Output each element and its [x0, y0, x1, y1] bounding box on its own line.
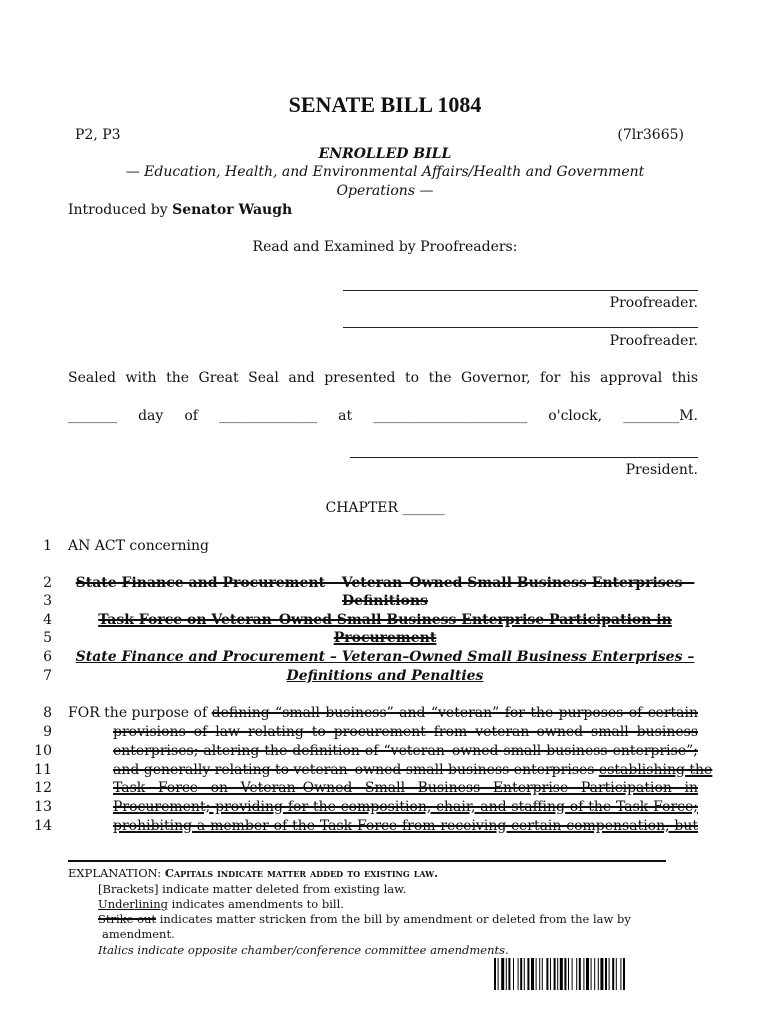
- stricken-underlined-title-line: Procurement: [333, 630, 437, 646]
- stricken-text: enterprises; altering the definition of “veteran–owned small business enterprise”;: [113, 743, 698, 759]
- proofreader-label-1: Proofreader.: [609, 295, 698, 311]
- explanation-underlining: [98, 897, 344, 911]
- stricken-underlined-text: prohibiting a member of the Task Force from receiving certain compensation, but: [113, 818, 698, 834]
- of-label: of: [184, 408, 198, 424]
- line-number: 3: [43, 593, 52, 609]
- purpose-line: [113, 762, 713, 778]
- chapter-label: CHAPTER ______: [325, 500, 445, 516]
- footer-divider: [68, 860, 666, 862]
- act-concerning: AN ACT concerning: [68, 538, 209, 554]
- line-number: 1: [43, 538, 52, 554]
- purpose-line: [68, 705, 698, 721]
- time-blank: ______________________: [373, 408, 528, 424]
- brackets-text: indicate matter deleted from existing law.: [158, 882, 407, 896]
- sponsor-name: Senator Waugh: [172, 202, 293, 218]
- strike-example: Strike out: [98, 912, 157, 926]
- president-signature-line: [350, 457, 698, 458]
- drafting-number: (7lr3665): [617, 127, 684, 143]
- sealed-statement: Sealed with the Great Seal and presented to the Governor, for his approval this: [68, 370, 698, 386]
- stricken-underlined-text: Procurement; providing for the composition, chair, and staffing of the Task Force;: [113, 799, 698, 815]
- stricken-title-line: State Finance and Procurement – Veteran–Owned Small Business Enterprises –: [75, 575, 695, 591]
- brackets-example: [Brackets]: [98, 882, 159, 896]
- oclock-label: o'clock,: [548, 408, 603, 424]
- line-number: 7: [43, 668, 52, 684]
- day-label: day: [138, 408, 164, 424]
- line-number: 6: [43, 649, 52, 665]
- explanation-heading: [68, 866, 438, 880]
- line-number: 10: [34, 743, 52, 759]
- explanation-label: EXPLANATION:: [68, 866, 165, 880]
- stricken-text: provisions of law relating to procurement from veteran–owned small business: [113, 724, 698, 740]
- introduced-prefix: Introduced by: [68, 202, 173, 218]
- bill-title: SENATE BILL 1084: [288, 92, 482, 117]
- purpose-prefix: FOR the purpose of: [68, 705, 212, 721]
- strike-text: indicates matter stricken from the bill by amendment or deleted from the law by: [156, 912, 631, 926]
- explanation-brackets: [98, 882, 406, 896]
- line-number: 14: [34, 818, 52, 834]
- explanation-capitals: Capitals indicate matter added to existing law.: [164, 866, 439, 880]
- amended-title-line: State Finance and Procurement – Veteran–Owned Small Business Enterprises –: [75, 649, 695, 665]
- read-examined-label: Read and Examined by Proofreaders:: [252, 239, 518, 255]
- stricken-underlined-text: establishing the: [598, 762, 713, 778]
- stricken-text: and generally relating to veteran–owned small business enterprises: [113, 762, 599, 778]
- line-number: 2: [43, 575, 52, 591]
- line-number: 12: [34, 780, 52, 796]
- enrolled-label: ENROLLED BILL: [318, 146, 452, 162]
- stricken-title-line: Definitions: [342, 593, 428, 609]
- day-blank: _______: [68, 408, 117, 424]
- proofreader-label-2: Proofreader.: [609, 333, 698, 349]
- explanation-strike: [98, 912, 631, 926]
- explanation-strike-cont: amendment.: [102, 927, 175, 941]
- underlining-example: Underlining: [98, 897, 168, 911]
- line-number: 8: [43, 705, 52, 721]
- at-label: at: [338, 408, 353, 424]
- bill-codes: P2, P3: [75, 127, 121, 143]
- sealed-date-line: [68, 408, 698, 424]
- explanation-italics: Italics indicate opposite chamber/conference committee amendments.: [98, 943, 509, 957]
- committee-line-1: — Education, Health, and Environmental Affairs/Health and Government: [125, 164, 645, 180]
- president-label: President.: [625, 462, 698, 478]
- barcode-image: [494, 958, 680, 990]
- stricken-text: defining “small business” and “veteran” for the purposes of certain: [211, 705, 698, 721]
- line-number: 13: [34, 799, 52, 815]
- line-number: 4: [43, 612, 52, 628]
- stricken-underlined-title-line: Task Force on Veteran–Owned Small Business Enterprise Participation in: [98, 612, 672, 628]
- line-number: 5: [43, 630, 52, 646]
- proofreader-signature-line-1: [343, 290, 698, 291]
- month-blank: ______________: [219, 408, 318, 424]
- introduced-by: [68, 202, 292, 218]
- committee-line-2: Operations —: [336, 183, 434, 199]
- line-number: 11: [34, 762, 52, 778]
- amended-title-line: Definitions and Penalties: [286, 668, 484, 684]
- stricken-underlined-text: Task Force on Veteran–Owned Small Business Enterprise Participation in: [113, 780, 698, 796]
- proofreader-signature-line-2: [343, 327, 698, 328]
- line-number: 9: [43, 724, 52, 740]
- underlining-text: indicates amendments to bill.: [167, 897, 344, 911]
- meridiem-blank: ________M.: [623, 408, 698, 424]
